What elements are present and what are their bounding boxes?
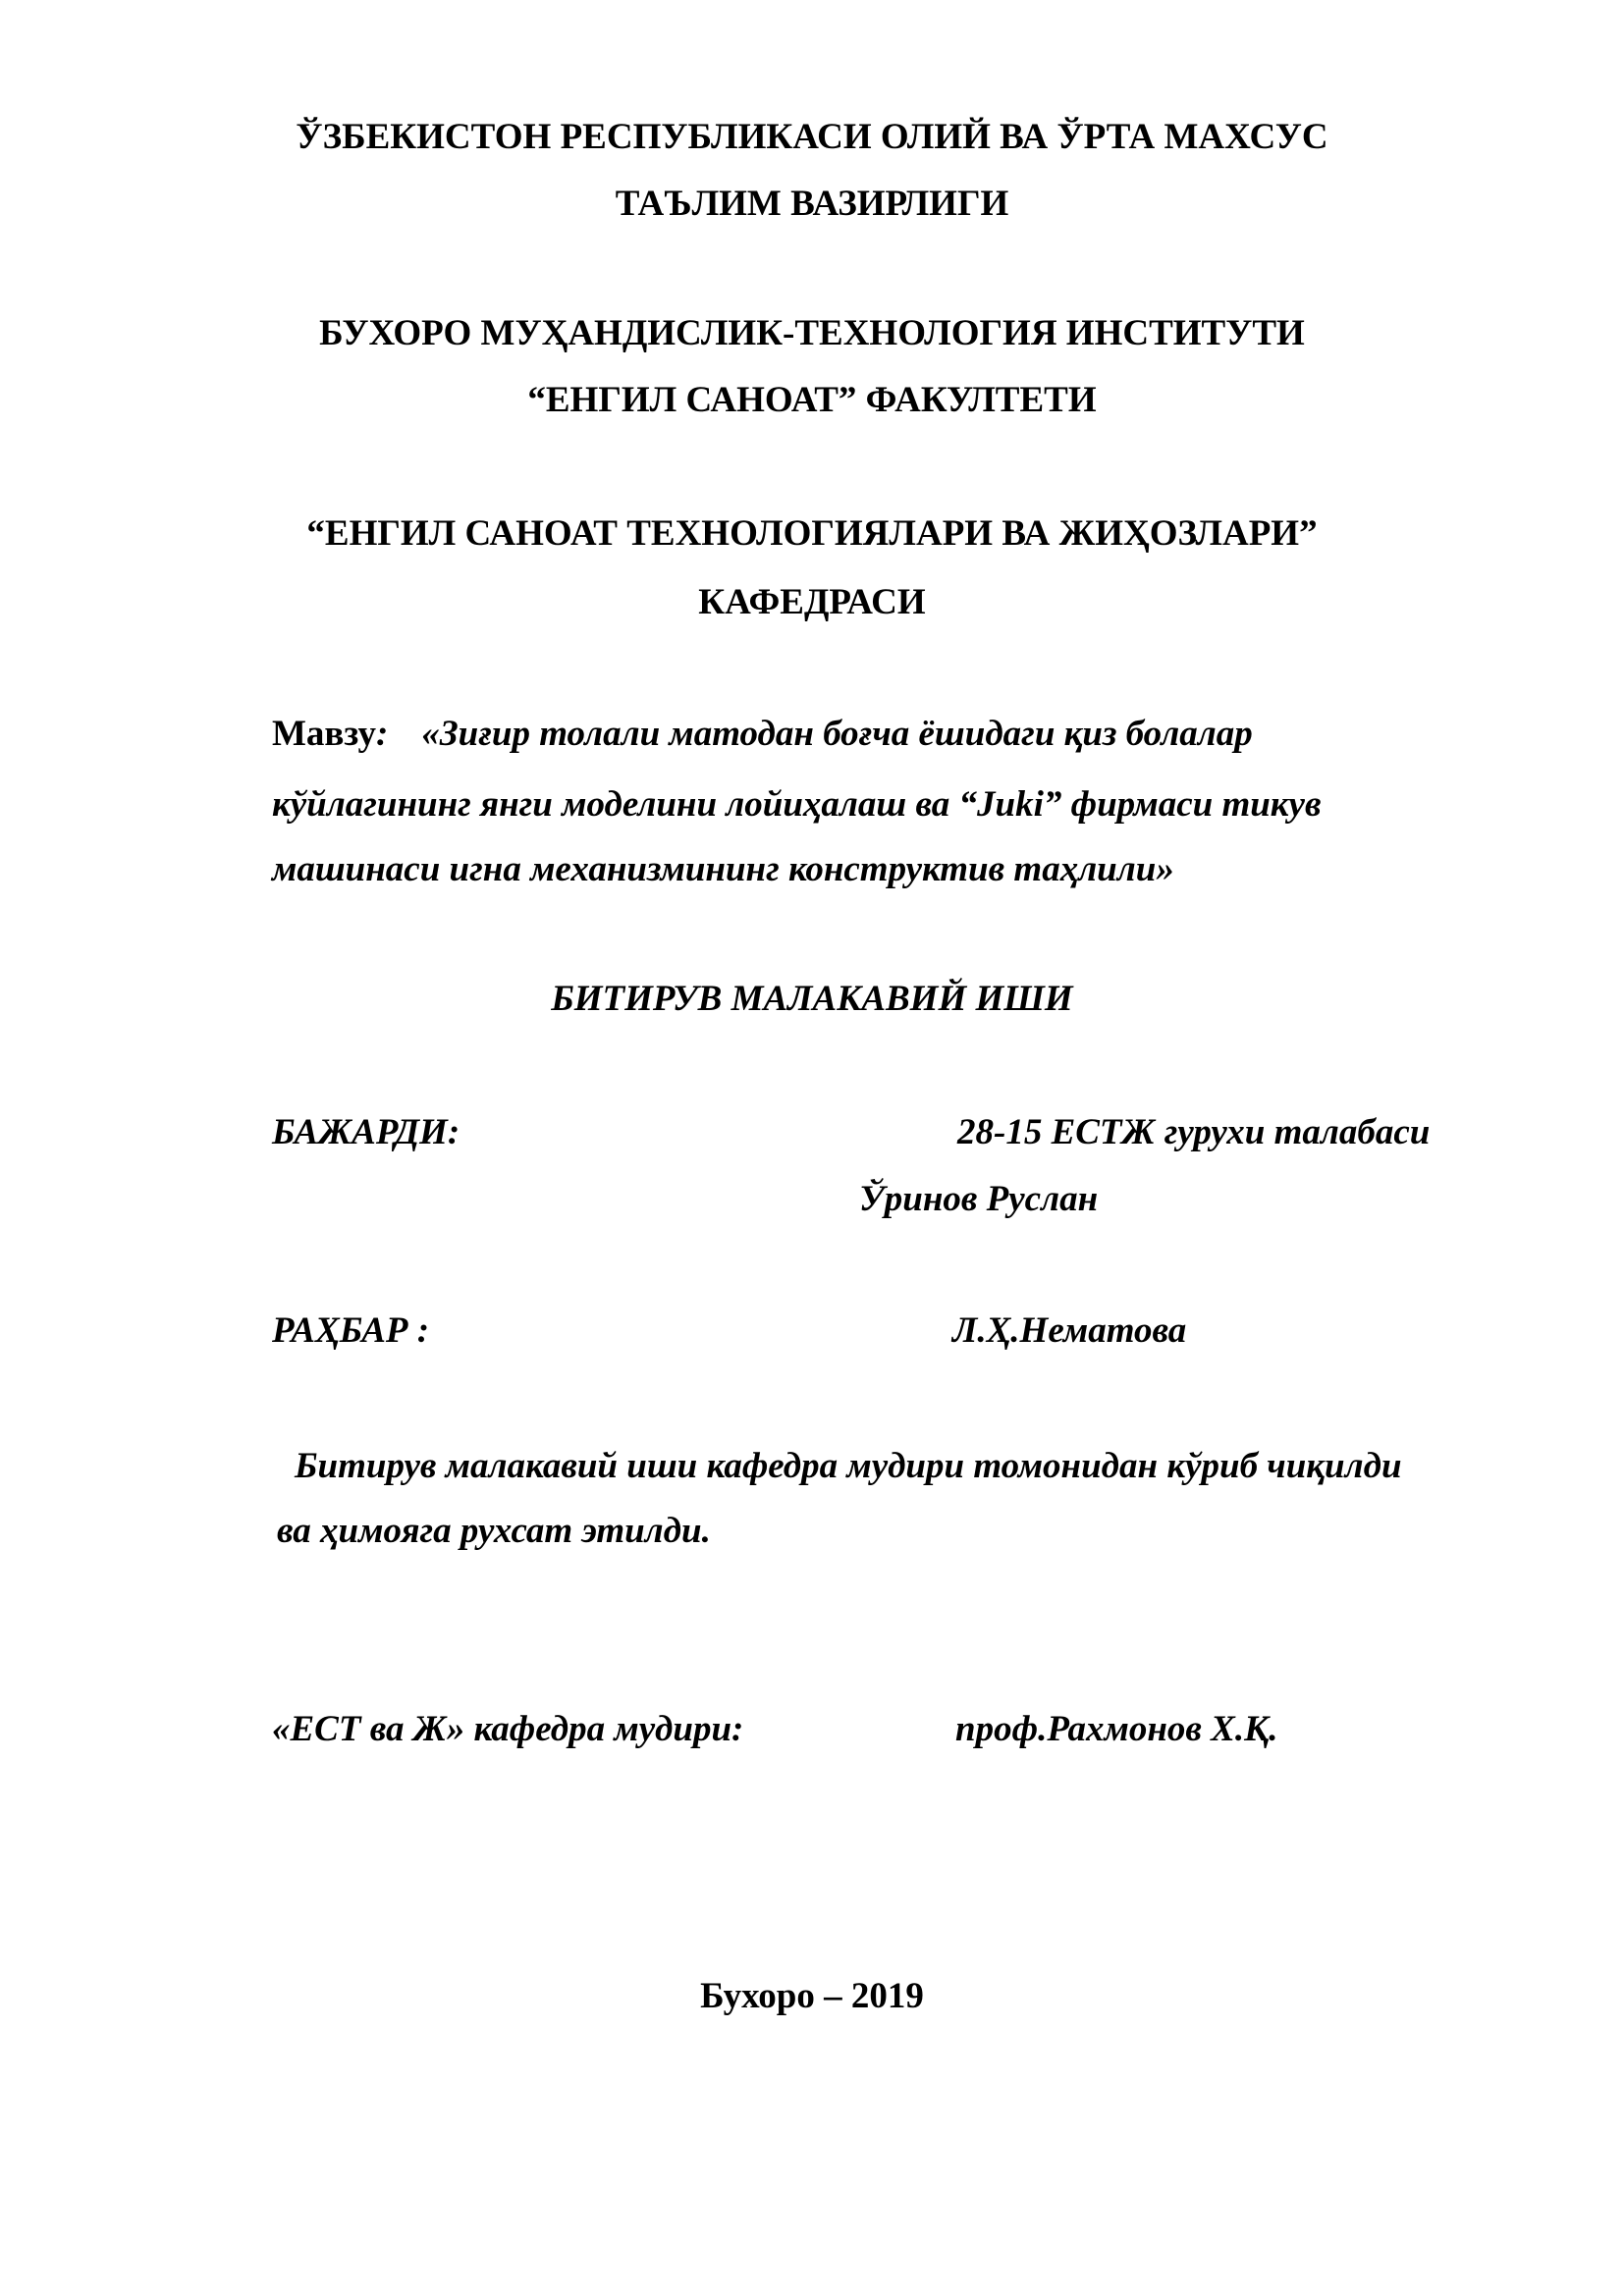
approval-line1: Битирув малакавий иши кафедра мудири томонидан кўриб чиқилди	[295, 1446, 1402, 1486]
place-year: Бухоро – 2019	[700, 1976, 924, 2016]
student-group: 28-15 ЕСТЖ гурухи талабаси	[957, 1112, 1431, 1152]
topic-line3: машинаси игна механизмининг конструктив таҳлили»	[272, 849, 1174, 889]
supervisor-label: РАҲБАР :	[272, 1310, 430, 1351]
topic-line1: «Зиғир толали матодан боғча ёшидаги қиз болалар	[421, 714, 1253, 754]
student-name: Ўринов Руслан	[859, 1179, 1099, 1219]
approval-line2: ва ҳимояга рухсат этилди.	[277, 1511, 711, 1551]
department-head-label: «ЕСТ ва Ж» кафедра мудири:	[272, 1709, 744, 1749]
faculty-title: “ЕНГИЛ САНОАТ” ФАКУЛТЕТИ	[527, 380, 1097, 420]
department-title-line1: “ЕНГИЛ САНОАТ ТЕХНОЛОГИЯЛАРИ ВА ЖИҲОЗЛАРИ”	[306, 513, 1318, 554]
topic-label: Мавзу	[272, 714, 376, 754]
work-type-title: БИТИРУВ МАЛАКАВИЙ ИШИ	[551, 979, 1073, 1019]
ministry-title-line2: ТАЪЛИМ ВАЗИРЛИГИ	[615, 184, 1009, 224]
department-title-line2: КАФЕДРАСИ	[698, 582, 926, 622]
supervisor-name: Л.Ҳ.Нематова	[952, 1310, 1187, 1351]
topic-colon: :	[376, 714, 389, 754]
topic-line2: кўйлагининг янги моделини лойиҳалаш ва “Juki” фирмаси тикув	[272, 784, 1322, 825]
topic-heading	[272, 713, 1253, 756]
ministry-title-line1: ЎЗБЕКИСТОН РЕСПУБЛИКАСИ ОЛИЙ ВА ЎРТА МАХСУС	[296, 117, 1328, 157]
institute-title-line1: БУХОРО МУҲАНДИСЛИК-ТЕХНОЛОГИЯ ИНСТИТУТИ	[319, 313, 1305, 353]
department-head-name: проф.Рахмонов Х.Қ.	[955, 1709, 1278, 1749]
performed-label: БАЖАРДИ:	[272, 1112, 460, 1152]
